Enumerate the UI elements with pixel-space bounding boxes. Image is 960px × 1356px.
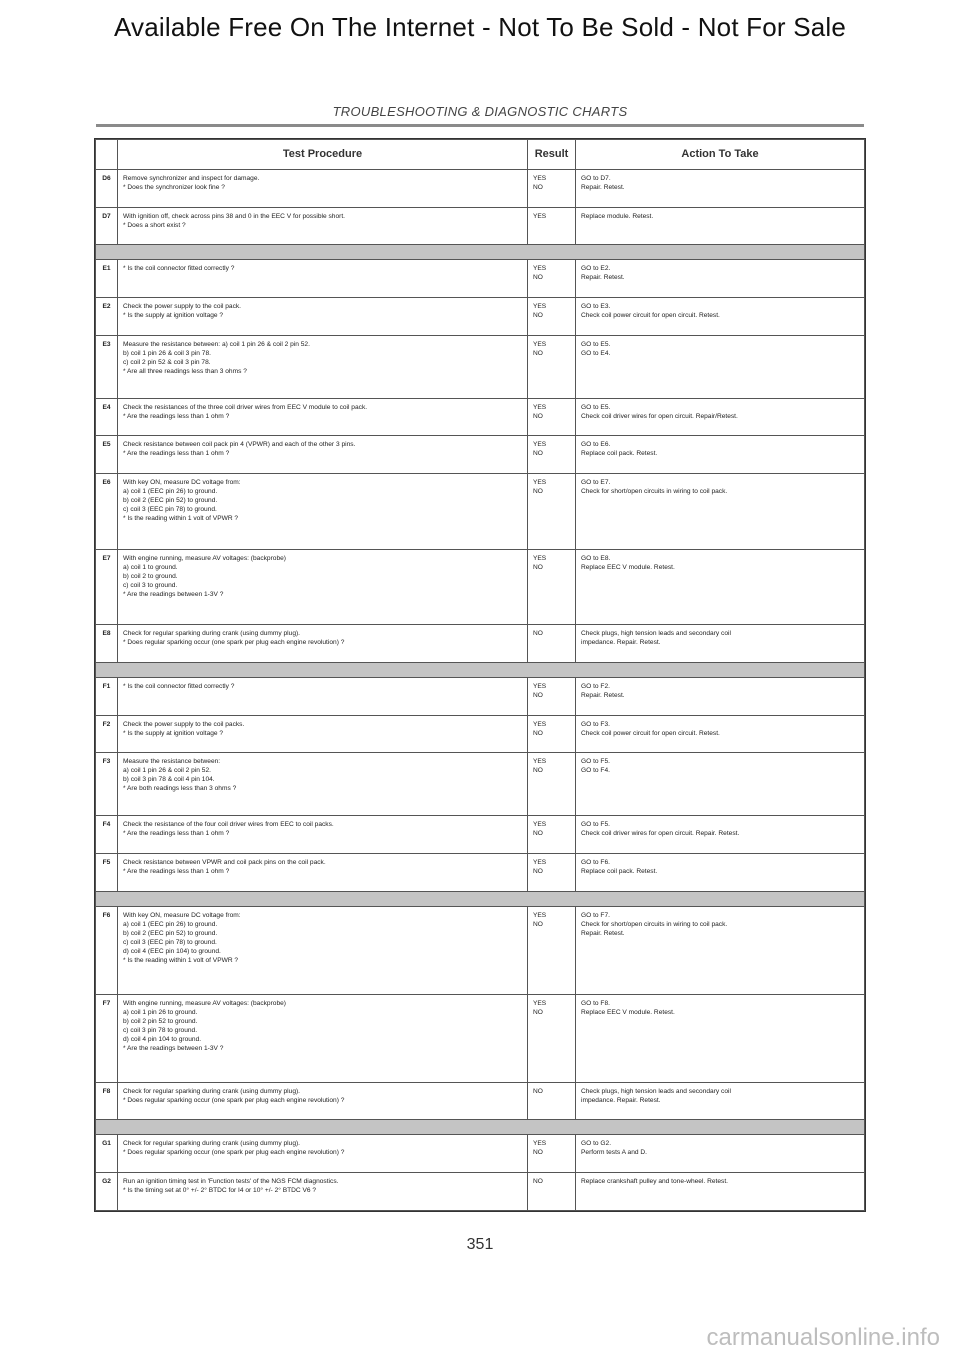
action-line: GO to F5. [581, 821, 610, 829]
test-procedure-line: a) coil 1 pin 26 to ground. [123, 1008, 198, 1016]
action-line: Replace EEC V module. Retest. [581, 1008, 675, 1016]
result-cell [528, 549, 576, 624]
result-line: YES [533, 265, 547, 273]
result-cell [528, 1135, 576, 1173]
action-cell [576, 207, 865, 245]
test-procedure-line: Check for regular sparking during crank (using dummy plug). [123, 630, 301, 638]
result-line: YES [533, 479, 547, 487]
action-line: Check coil power circuit for open circuit. Retest. [581, 312, 720, 320]
result-cell [528, 398, 576, 436]
action-cell [576, 715, 865, 753]
action-line: Repair. Retest. [581, 691, 625, 699]
result-cell [528, 906, 576, 994]
table-row [96, 677, 865, 715]
action-line: GO to E8. [581, 554, 611, 562]
action-cell [576, 906, 865, 994]
result-line: NO [533, 1149, 543, 1157]
test-procedure-cell [118, 1173, 528, 1211]
result-line: YES [533, 340, 547, 348]
step-id: E7 [96, 549, 118, 624]
action-cell [576, 549, 865, 624]
action-cell [576, 1082, 865, 1120]
result-line: NO [533, 920, 543, 928]
table-row [96, 753, 865, 816]
result-line: NO [533, 412, 543, 420]
test-procedure-line: Check for regular sparking during crank (using dummy plug). [123, 1140, 301, 1148]
step-id: F6 [96, 906, 118, 994]
test-procedure-cell [118, 170, 528, 208]
action-cell [576, 335, 865, 398]
banner-notice: Available Free On The Internet - Not To Be Sold - Not For Sale [113, 12, 847, 42]
test-procedure-cell [118, 625, 528, 663]
test-procedure-cell [118, 260, 528, 298]
action-cell [576, 298, 865, 336]
action-cell [576, 260, 865, 298]
result-line: NO [533, 349, 543, 357]
action-cell [576, 816, 865, 854]
action-line: GO to E2. [581, 265, 611, 273]
test-procedure-line: * Is the reading within 1 volt of VPWR ? [123, 956, 239, 964]
test-procedure-line: c) coil 3 pin 78 to ground. [123, 1026, 198, 1034]
action-line: Replace coil pack. Retest. [581, 450, 658, 458]
action-line: Check coil driver wires for open circuit. Repair/Retest. [581, 412, 738, 420]
table-row [96, 436, 865, 474]
step-id: E3 [96, 335, 118, 398]
action-cell [576, 994, 865, 1082]
action-line: GO to E3. [581, 303, 611, 311]
test-procedure-line: * Is the supply at ignition voltage ? [123, 312, 224, 320]
result-line: YES [533, 858, 547, 866]
header-test-procedure: Test Procedure [118, 140, 528, 170]
result-line: YES [533, 911, 547, 919]
test-procedure-line: * Is the coil connector fitted correctly ? [123, 265, 235, 273]
action-line: Repair. Retest. [581, 929, 625, 937]
table-row [96, 398, 865, 436]
test-procedure-line: c) coil 3 (EEC pin 78) to ground. [123, 938, 217, 946]
table-body [96, 170, 865, 1211]
step-id: E5 [96, 436, 118, 474]
header-action: Action To Take [576, 140, 865, 170]
step-id: F4 [96, 816, 118, 854]
test-procedure-line: c) coil 3 to ground. [123, 581, 178, 589]
action-cell [576, 677, 865, 715]
test-procedure-line: b) coil 2 to ground. [123, 572, 178, 580]
action-line: GO to F3. [581, 720, 610, 728]
test-procedure-line: * Are all three readings less than 3 ohms ? [123, 367, 247, 375]
test-procedure-line: * Is the supply at ignition voltage ? [123, 729, 224, 737]
test-procedure-line: With key ON, measure DC voltage from: [123, 479, 241, 487]
step-id: E2 [96, 298, 118, 336]
test-procedure-line: * Is the coil connector fitted correctly ? [123, 682, 235, 690]
step-id: F8 [96, 1082, 118, 1120]
step-id: G2 [96, 1173, 118, 1211]
header-result: Result [528, 140, 576, 170]
action-line: GO to F7. [581, 911, 610, 919]
action-line: Replace coil pack. Retest. [581, 867, 658, 875]
test-procedure-line: c) coil 3 (EEC pin 78) to ground. [123, 506, 217, 514]
test-procedure-line: c) coil 2 pin 52 & coil 3 pin 78. [123, 358, 211, 366]
test-procedure-line: With engine running, measure AV voltages: (backprobe) [123, 554, 286, 562]
result-line: NO [533, 274, 543, 282]
action-line: GO to E5. [581, 340, 611, 348]
step-id: F2 [96, 715, 118, 753]
test-procedure-line: * Are the readings less than 1 ohm ? [123, 412, 230, 420]
result-line: NO [533, 691, 543, 699]
test-procedure-line: a) coil 1 to ground. [123, 563, 178, 571]
result-line: YES [533, 1140, 547, 1148]
table-row [96, 207, 865, 245]
table-header-row [96, 140, 865, 170]
result-line: YES [533, 758, 547, 766]
step-id: F7 [96, 994, 118, 1082]
test-procedure-cell [118, 298, 528, 336]
section-divider [96, 891, 865, 906]
action-line: Check coil driver wires for open circuit. Repair. Retest. [581, 830, 740, 838]
action-line: GO to E6. [581, 441, 611, 449]
action-line: GO to E4. [581, 349, 611, 357]
test-procedure-cell [118, 906, 528, 994]
test-procedure-line: * Is the reading within 1 volt of VPWR ? [123, 515, 239, 523]
action-line: Check coil power circuit for open circuit. Retest. [581, 729, 720, 737]
chart-section-title: TROUBLESHOOTING & DIAGNOSTIC CHARTS [332, 104, 628, 119]
result-line: YES [533, 212, 547, 220]
result-line: NO [533, 1178, 543, 1186]
test-procedure-cell [118, 816, 528, 854]
table-row [96, 335, 865, 398]
test-procedure-line: Check for regular sparking during crank (using dummy plug). [123, 1087, 301, 1095]
result-line: NO [533, 1008, 543, 1016]
section-divider [96, 1120, 865, 1135]
action-line: Replace crankshaft pulley and tone-wheel. Retest. [581, 1178, 728, 1186]
result-cell [528, 816, 576, 854]
result-line: YES [533, 554, 547, 562]
table-row [96, 260, 865, 298]
test-procedure-line: b) coil 2 pin 52 to ground. [123, 1017, 198, 1025]
table-row [96, 994, 865, 1082]
test-procedure-line: b) coil 2 (EEC pin 52) to ground. [123, 497, 218, 505]
step-id: G1 [96, 1135, 118, 1173]
test-procedure-line: Check resistance between VPWR and coil pack pins on the coil pack. [123, 858, 326, 866]
result-line: YES [533, 175, 547, 182]
table-row [96, 170, 865, 208]
result-line: NO [533, 630, 543, 638]
test-procedure-line: * Are the readings less than 1 ohm ? [123, 867, 230, 875]
result-cell [528, 474, 576, 549]
test-procedure-line: * Are the readings less than 1 ohm ? [123, 450, 230, 458]
test-procedure-line: * Is the timing set at 0° +/- 2° BTDC for I4 or 10° +/- 2° BTDC V6 ? [123, 1187, 317, 1195]
test-procedure-line: * Does a short exist ? [123, 221, 186, 229]
test-procedure-cell [118, 994, 528, 1082]
test-procedure-line: * Does regular sparking occur (one spark per plug each engine revolution) ? [123, 1149, 345, 1157]
table-row [96, 625, 865, 663]
test-procedure-cell [118, 1135, 528, 1173]
test-procedure-line: d) coil 4 (EEC pin 104) to ground. [123, 947, 221, 955]
action-line: impedance. Repair. Retest. [581, 639, 661, 647]
test-procedure-line: Check the resistance of the four coil driver wires from EEC to coil packs. [123, 821, 334, 829]
result-cell [528, 1082, 576, 1120]
result-line: YES [533, 303, 547, 311]
result-line: YES [533, 403, 547, 411]
result-line: NO [533, 563, 543, 571]
action-line: Check for short/open circuits in wiring to coil pack. [581, 920, 728, 928]
test-procedure-line: Check resistance between coil pack pin 4 (VPWR) and each of the other 3 pins. [123, 441, 356, 449]
test-procedure-cell [118, 715, 528, 753]
result-cell [528, 298, 576, 336]
result-line: NO [533, 729, 543, 737]
action-line: Replace module. Retest. [581, 212, 654, 220]
result-cell [528, 753, 576, 816]
result-line: YES [533, 682, 547, 690]
test-procedure-line: * Are the readings between 1-3V ? [123, 590, 224, 598]
test-procedure-cell [118, 335, 528, 398]
test-procedure-line: * Are the readings less than 1 ohm ? [123, 830, 230, 838]
test-procedure-line: * Are the readings between 1-3V ? [123, 1044, 224, 1052]
step-id: F3 [96, 753, 118, 816]
result-cell [528, 436, 576, 474]
test-procedure-line: d) coil 4 pin 104 to ground. [123, 1035, 202, 1043]
test-procedure-line: b) coil 1 pin 26 & coil 3 pin 78. [123, 349, 211, 357]
action-line: GO to D7. [581, 175, 611, 182]
test-procedure-line: Check the power supply to the coil packs. [123, 720, 245, 728]
result-line: NO [533, 488, 543, 496]
page-number: 351 [466, 1236, 494, 1253]
result-line: NO [533, 767, 543, 775]
result-cell [528, 260, 576, 298]
test-procedure-line: b) coil 3 pin 78 & coil 4 pin 104. [123, 776, 215, 784]
test-procedure-cell [118, 207, 528, 245]
action-line: Check for short/open circuits in wiring to coil pack. [581, 488, 728, 496]
step-id: E8 [96, 625, 118, 663]
test-procedure-line: With engine running, measure AV voltages: (backprobe) [123, 999, 286, 1007]
diagnostic-table-wrapper [94, 138, 866, 1212]
action-line: Check plugs, high tension leads and secondary coil [581, 630, 731, 638]
action-line: Repair. Retest. [581, 274, 625, 282]
action-line: Repair. Retest. [581, 184, 625, 191]
test-procedure-line: * Are both readings less than 3 ohms ? [123, 785, 237, 793]
result-line: YES [533, 821, 547, 829]
test-procedure-line: * Does regular sparking occur (one spark per plug each engine revolution) ? [123, 1096, 345, 1104]
watermark: carmanualsonline.info [706, 1324, 940, 1351]
test-procedure-line: With key ON, measure DC voltage from: [123, 911, 241, 919]
result-line: YES [533, 720, 547, 728]
section-divider [96, 662, 865, 677]
action-line: GO to E5. [581, 403, 611, 411]
result-cell [528, 1173, 576, 1211]
result-line: YES [533, 999, 547, 1007]
action-cell [576, 398, 865, 436]
section-divider-cell [96, 662, 865, 677]
step-id: D6 [96, 170, 118, 208]
test-procedure-cell [118, 474, 528, 549]
step-id: E6 [96, 474, 118, 549]
test-procedure-line: With ignition off, check across pins 38 and 0 in the EEC V for possible short. [123, 212, 345, 220]
test-procedure-line: Run an ignition timing test in 'Function tests' of the NGS FCM diagnostics. [123, 1178, 339, 1186]
action-cell [576, 170, 865, 208]
table-row [96, 549, 865, 624]
header-id [96, 140, 118, 170]
action-line: GO to F5. [581, 758, 610, 766]
action-cell [576, 625, 865, 663]
result-line: YES [533, 441, 547, 449]
action-cell [576, 1173, 865, 1211]
table-row [96, 298, 865, 336]
section-divider-cell [96, 891, 865, 906]
title-rule [96, 124, 864, 127]
action-line: Replace EEC V module. Retest. [581, 563, 675, 571]
test-procedure-line: Measure the resistance between: a) coil 1 pin 26 & coil 2 pin 52. [123, 340, 310, 348]
action-cell [576, 853, 865, 891]
table-row [96, 906, 865, 994]
table-row [96, 715, 865, 753]
section-divider-cell [96, 1120, 865, 1135]
result-cell [528, 625, 576, 663]
step-id: E4 [96, 398, 118, 436]
section-divider-cell [96, 245, 865, 260]
test-procedure-cell [118, 753, 528, 816]
test-procedure-line: Check the power supply to the coil pack. [123, 303, 242, 311]
test-procedure-line: Measure the resistance between: [123, 758, 221, 766]
action-line: Perform tests A and D. [581, 1149, 647, 1157]
result-cell [528, 335, 576, 398]
action-line: GO to G2. [581, 1140, 612, 1148]
step-id: F5 [96, 853, 118, 891]
test-procedure-cell [118, 436, 528, 474]
result-cell [528, 677, 576, 715]
step-id: D7 [96, 207, 118, 245]
test-procedure-line: b) coil 2 (EEC pin 52) to ground. [123, 929, 218, 937]
action-cell [576, 753, 865, 816]
step-id: F1 [96, 677, 118, 715]
test-procedure-cell [118, 677, 528, 715]
action-line: GO to F6. [581, 858, 610, 866]
result-line: NO [533, 450, 543, 458]
action-line: Check plugs, high tension leads and secondary coil [581, 1087, 731, 1095]
test-procedure-line: * Does the synchronizer look fine ? [123, 184, 225, 191]
result-line: NO [533, 830, 543, 838]
test-procedure-line: a) coil 1 pin 26 & coil 2 pin 52. [123, 767, 211, 775]
test-procedure-line: Remove synchronizer and inspect for damage. [123, 175, 260, 182]
action-cell [576, 436, 865, 474]
table-row [96, 816, 865, 854]
result-cell [528, 207, 576, 245]
action-cell [576, 474, 865, 549]
result-cell [528, 170, 576, 208]
result-cell [528, 994, 576, 1082]
result-line: NO [533, 184, 543, 191]
test-procedure-cell [118, 853, 528, 891]
test-procedure-line: Check the resistances of the three coil driver wires from EEC V module to coil pack. [123, 403, 368, 411]
table-row [96, 1173, 865, 1211]
result-cell [528, 715, 576, 753]
action-line: GO to F8. [581, 999, 610, 1007]
test-procedure-line: * Does regular sparking occur (one spark per plug each engine revolution) ? [123, 639, 345, 647]
result-line: NO [533, 1087, 543, 1095]
test-procedure-line: a) coil 1 (EEC pin 26) to ground. [123, 488, 218, 496]
result-line: NO [533, 312, 543, 320]
action-line: GO to E7. [581, 479, 611, 487]
action-line: GO to F4. [581, 767, 610, 775]
test-procedure-cell [118, 398, 528, 436]
result-line: NO [533, 867, 543, 875]
test-procedure-cell [118, 549, 528, 624]
section-divider [96, 245, 865, 260]
result-cell [528, 853, 576, 891]
table-row [96, 1082, 865, 1120]
table-row [96, 474, 865, 549]
action-cell [576, 1135, 865, 1173]
test-procedure-line: a) coil 1 (EEC pin 26) to ground. [123, 920, 218, 928]
table-row [96, 853, 865, 891]
action-line: impedance. Repair. Retest. [581, 1096, 661, 1104]
step-id: E1 [96, 260, 118, 298]
test-procedure-cell [118, 1082, 528, 1120]
action-line: GO to F2. [581, 682, 610, 690]
table-row [96, 1135, 865, 1173]
diagnostic-table [95, 139, 865, 1211]
